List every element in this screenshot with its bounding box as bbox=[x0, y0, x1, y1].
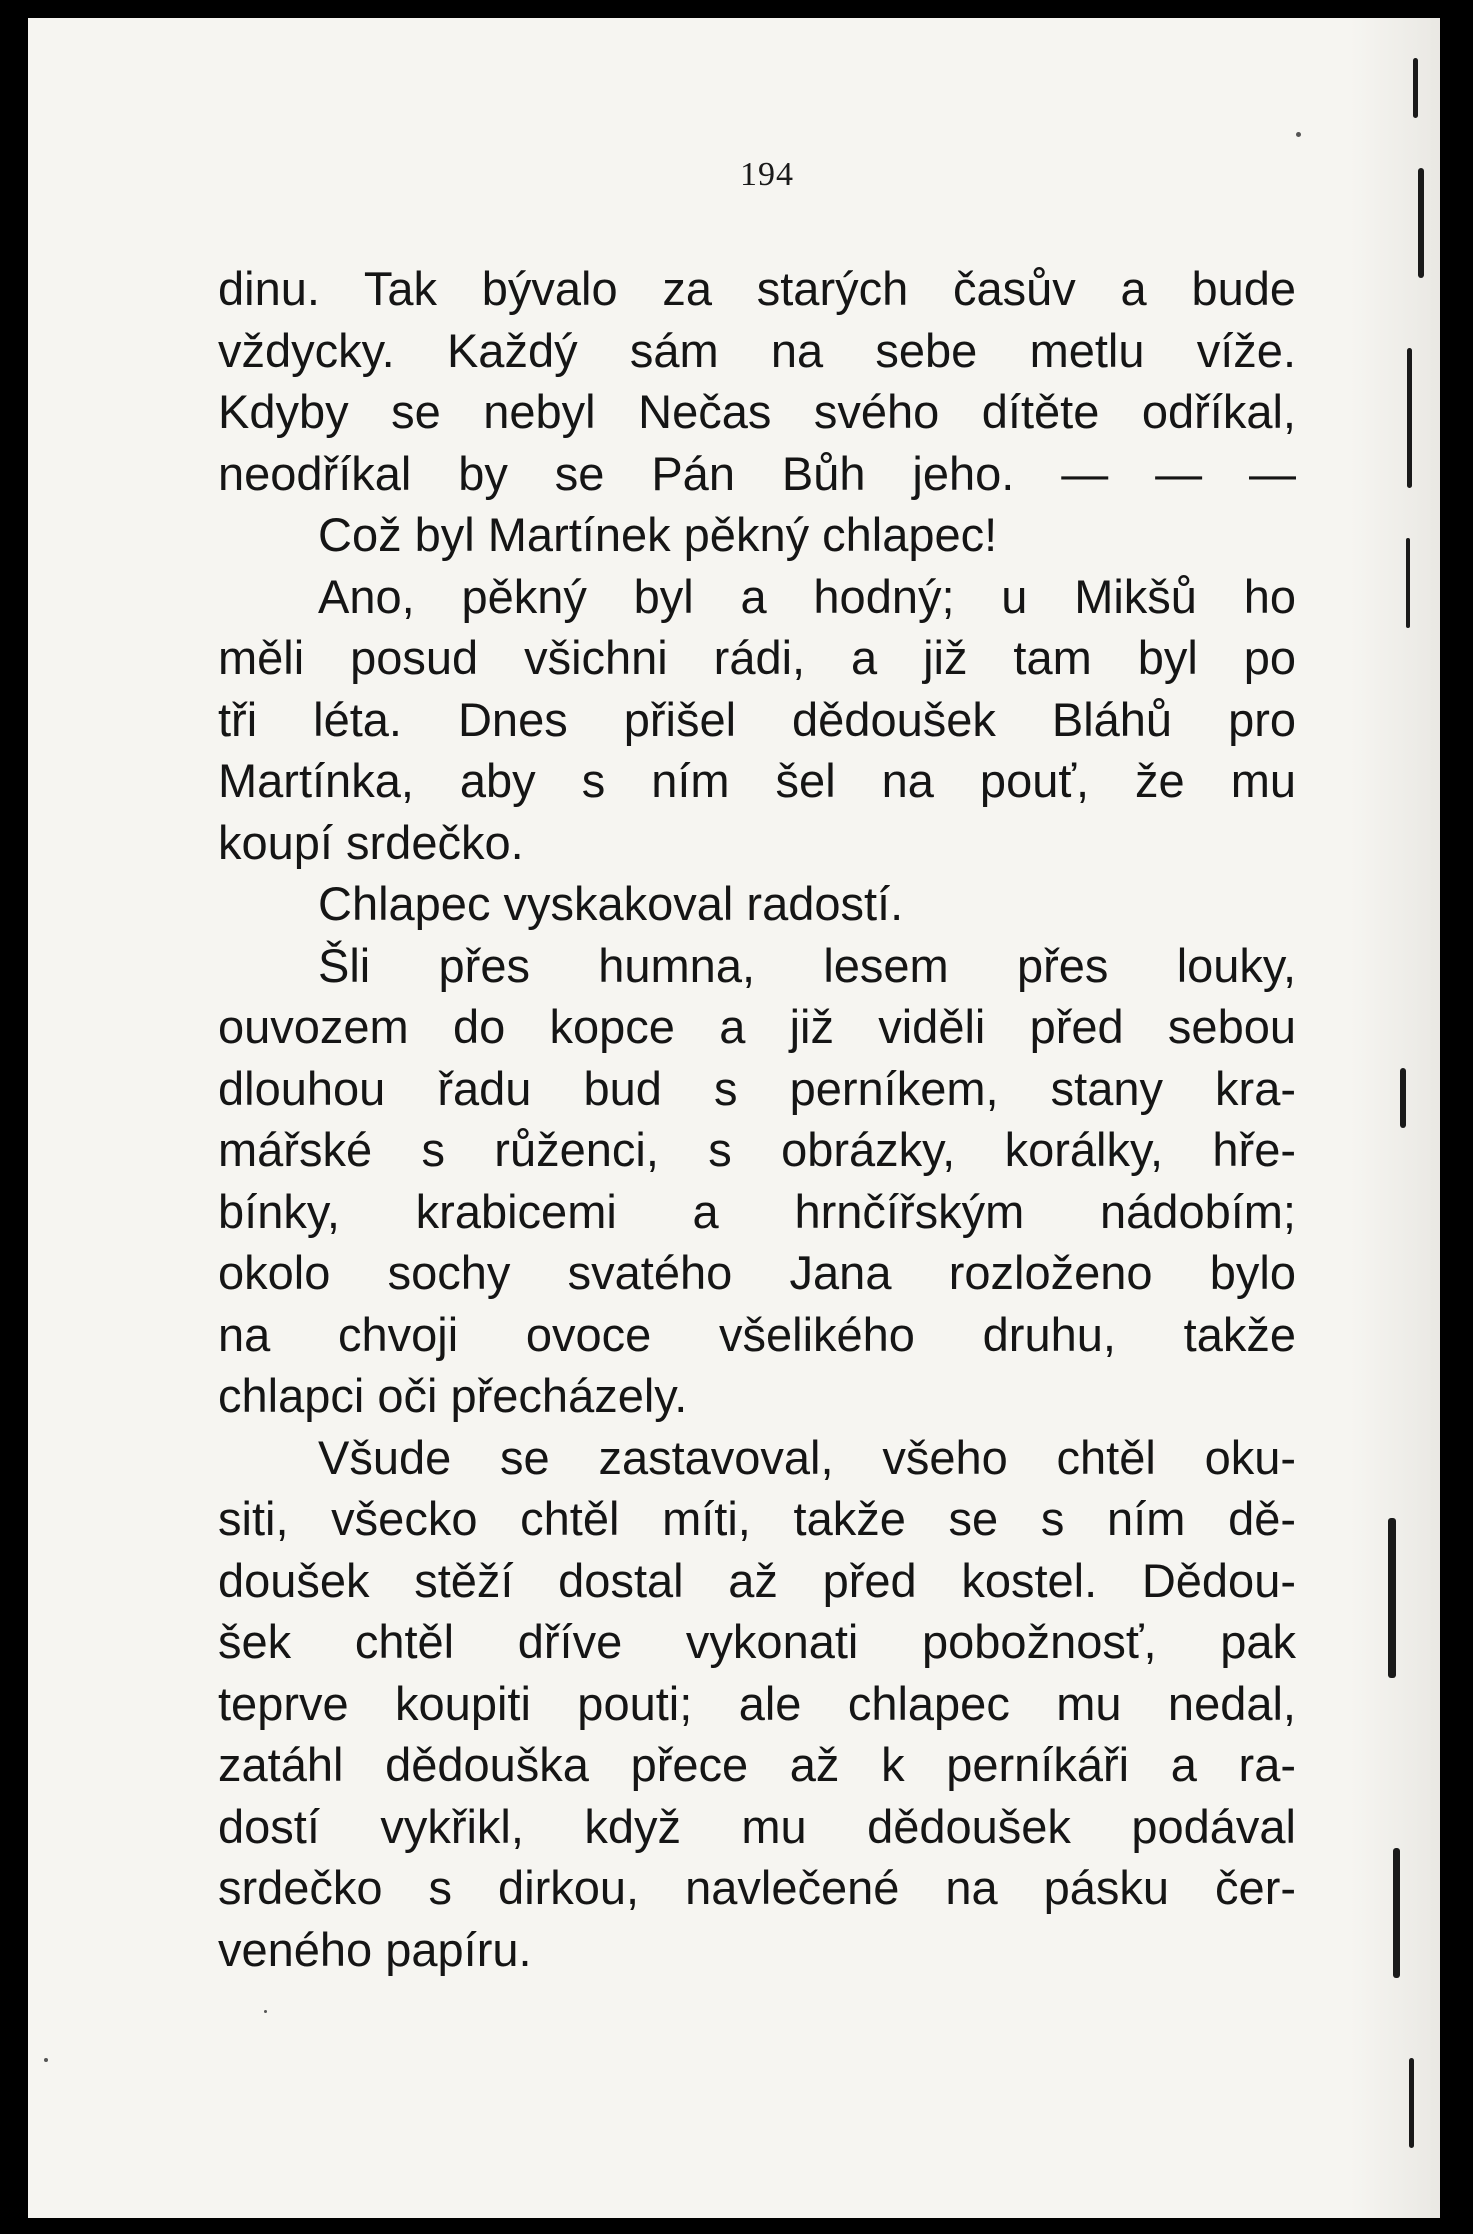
text-line: dinu. Tak bývalo za starých časův a bude bbox=[218, 262, 1296, 315]
text-line: měli posud všichni rádi, a již tam byl po bbox=[218, 631, 1296, 684]
binding-edge-mark bbox=[1400, 1068, 1406, 1128]
text-line: Martínka, aby s ním šel na pouť, že mu bbox=[218, 754, 1296, 807]
text-line: ouvozem do kopce a již viděli před sebou bbox=[218, 1000, 1296, 1053]
text-line: Což byl Martínek pěkný chlapec! bbox=[318, 508, 998, 561]
text-line: Chlapec vyskakoval radostí. bbox=[318, 877, 904, 930]
text-line: koupí srdečko. bbox=[218, 815, 524, 869]
text-line: šek chtěl dříve vykonati pobožnosť, pak bbox=[218, 1615, 1296, 1668]
text-line: chlapci oči přecházely. bbox=[218, 1369, 688, 1422]
text-line: dlouhou řadu bud s perníkem, stany kra- bbox=[218, 1061, 1296, 1115]
paper-speck bbox=[1296, 132, 1301, 137]
text-line: veného papíru. bbox=[218, 1922, 532, 1976]
text-line: doušek stěží dostal až před kostel. Dědou- bbox=[218, 1553, 1296, 1607]
text-line: okolo sochy svatého Jana rozloženo bylo bbox=[218, 1246, 1296, 1299]
binding-edge-mark bbox=[1388, 1518, 1396, 1678]
text-line: na chvoji ovoce všelikého druhu, takže bbox=[218, 1307, 1296, 1361]
text-line: dostí vykřikl, když mu dědoušek podával bbox=[218, 1799, 1296, 1853]
text-line: neodříkal by se Pán Bůh jeho. — — — bbox=[218, 446, 1296, 500]
binding-edge-mark bbox=[1418, 168, 1424, 278]
text-line: bínky, krabicemi a hrnčířským nádobím; bbox=[218, 1184, 1296, 1238]
text-line: srdečko s dirkou, navlečené na pásku čer- bbox=[218, 1861, 1296, 1914]
text-line: siti, všecko chtěl míti, takže se s ním dě- bbox=[218, 1492, 1296, 1545]
text-line: zatáhl dědouška přece až k perníkáři a ra- bbox=[218, 1738, 1296, 1791]
book-page bbox=[28, 18, 1440, 2218]
text-line: Šli přes humna, lesem přes louky, bbox=[318, 938, 1296, 992]
text-line: mářské s růženci, s obrázky, korálky, hře- bbox=[218, 1123, 1296, 1176]
page-number: 194 bbox=[740, 156, 794, 193]
text-line: vždycky. Každý sám na sebe metlu víže. bbox=[218, 323, 1296, 377]
binding-edge-mark bbox=[1393, 1848, 1400, 1978]
binding-edge-mark bbox=[1409, 2058, 1414, 2148]
binding-edge-mark bbox=[1407, 348, 1412, 488]
text-line: tři léta. Dnes přišel dědoušek Bláhů pro bbox=[218, 692, 1296, 746]
binding-edge-mark bbox=[1413, 58, 1418, 118]
text-line: Všude se zastavoval, všeho chtěl oku- bbox=[318, 1430, 1296, 1484]
text-line: Kdyby se nebyl Nečas svého dítěte odříkal, bbox=[218, 385, 1296, 438]
text-line: teprve koupiti pouti; ale chlapec mu nedal, bbox=[218, 1676, 1296, 1730]
text-line: Ano, pěkný byl a hodný; u Mikšů ho bbox=[318, 569, 1296, 623]
binding-edge-mark bbox=[1406, 538, 1410, 628]
paper-speck bbox=[44, 2058, 48, 2062]
body-text bbox=[218, 258, 1296, 1980]
paper-speck bbox=[264, 2010, 267, 2013]
